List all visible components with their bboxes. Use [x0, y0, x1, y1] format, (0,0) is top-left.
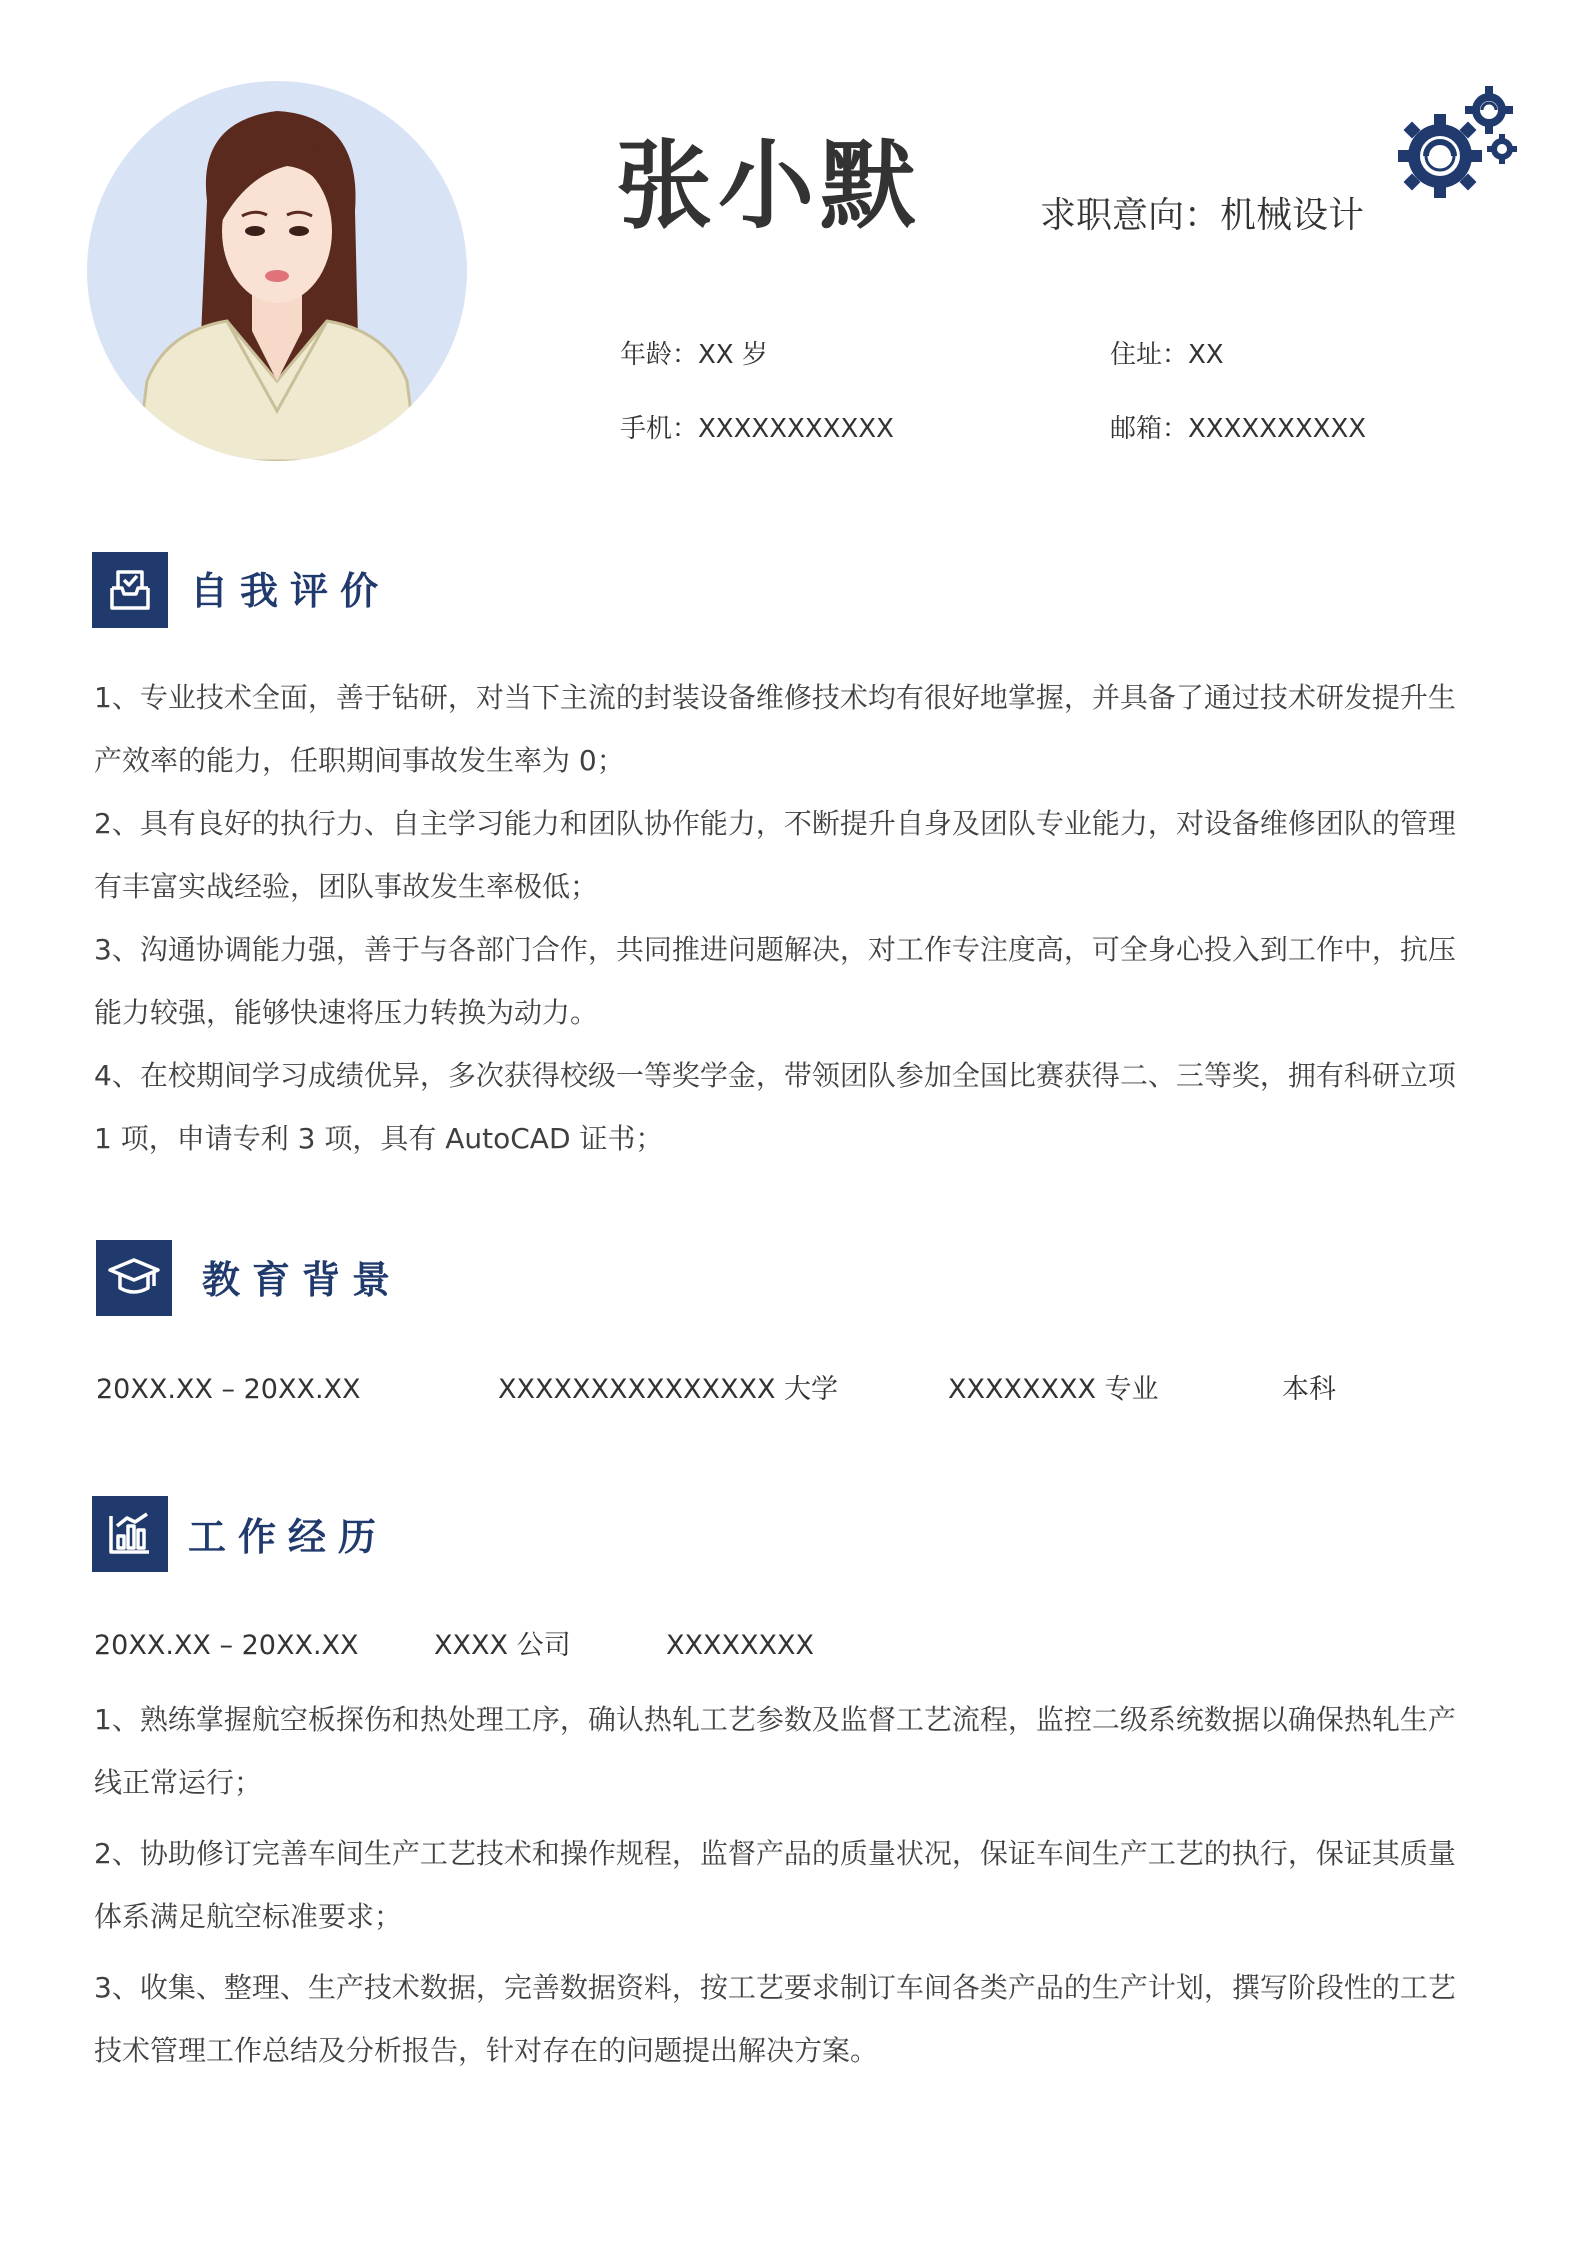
education-degree: 本科 — [1282, 1374, 1336, 1405]
work-duty-item: 1、熟练掌握航空板探伤和热处理工序，确认热轧工艺参数及监督工艺流程，监控二级系统数据以确保热轧生产线正常运行； — [94, 1703, 1456, 1799]
bar-chart-icon — [92, 1496, 168, 1572]
self-evaluation-item: 4、在校期间学习成绩优异，多次获得校级一等奖学金，带领团队参加全国比赛获得二、三等奖，拥有科研立项 1 项，申请专利 3 项，具有 AutoCAD 证书； — [94, 1059, 1456, 1155]
gears-icon — [1392, 84, 1522, 199]
education-school: XXXXXXXXXXXXXXX 大学 — [498, 1374, 839, 1405]
work-position: XXXXXXXX — [666, 1630, 814, 1661]
graduation-cap-icon — [96, 1240, 172, 1316]
work-duty-item: 2、协助修订完善车间生产工艺技术和操作规程，监督产品的质量状况，保证车间生产工艺的执行，保证其质量体系满足航空标准要求； — [94, 1837, 1456, 1933]
self-evaluation-item: 3、沟通协调能力强，善于与各部门合作，共同推进问题解决，对工作专注度高，可全身心投入到工作中，抗压能力较强，能够快速将压力转换为动力。 — [94, 933, 1456, 1029]
work-company: XXXX 公司 — [434, 1630, 571, 1661]
portrait-illustration — [87, 81, 467, 461]
education-major: XXXXXXXX 专业 — [948, 1374, 1159, 1405]
applicant-name: 张小默 — [616, 129, 922, 242]
section-title-work: 工作经历 — [188, 1515, 389, 1559]
work-duty-item: 3、收集、整理、生产技术数据，完善数据资料，按工艺要求制订车间各类产品的生产计划，撰写阶段性的工艺技术管理工作总结及分析报告，针对存在的问题提出解决方案。 — [94, 1971, 1456, 2067]
self-evaluation-text — [94, 666, 1474, 1170]
section-title-education: 教育背景 — [202, 1258, 403, 1302]
info-email: 邮箱：XXXXXXXXXX — [1110, 414, 1367, 444]
info-phone: 手机：XXXXXXXXXXX — [620, 414, 894, 444]
checkbox-inbox-icon — [92, 552, 168, 628]
work-duties-text — [94, 1688, 1474, 2090]
self-evaluation-item: 2、具有良好的执行力、自主学习能力和团队协作能力，不断提升自身及团队专业能力，对设备维修团队的管理有丰富实战经验，团队事故发生率极低； — [94, 807, 1456, 903]
info-age: 年龄：XX 岁 — [620, 340, 768, 370]
education-period: 20XX.XX – 20XX.XX — [96, 1374, 361, 1405]
section-title-self-evaluation: 自我评价 — [190, 569, 391, 613]
work-period: 20XX.XX – 20XX.XX — [94, 1630, 359, 1661]
info-address: 住址：XX — [1110, 340, 1224, 370]
self-evaluation-item: 1、专业技术全面，善于钻研，对当下主流的封装设备维修技术均有很好地掌握，并具备了通过技术研发提升生产效率的能力，任职期间事故发生率为 0； — [94, 681, 1456, 777]
job-intent: 求职意向：机械设计 — [1040, 195, 1365, 236]
avatar — [87, 81, 467, 461]
